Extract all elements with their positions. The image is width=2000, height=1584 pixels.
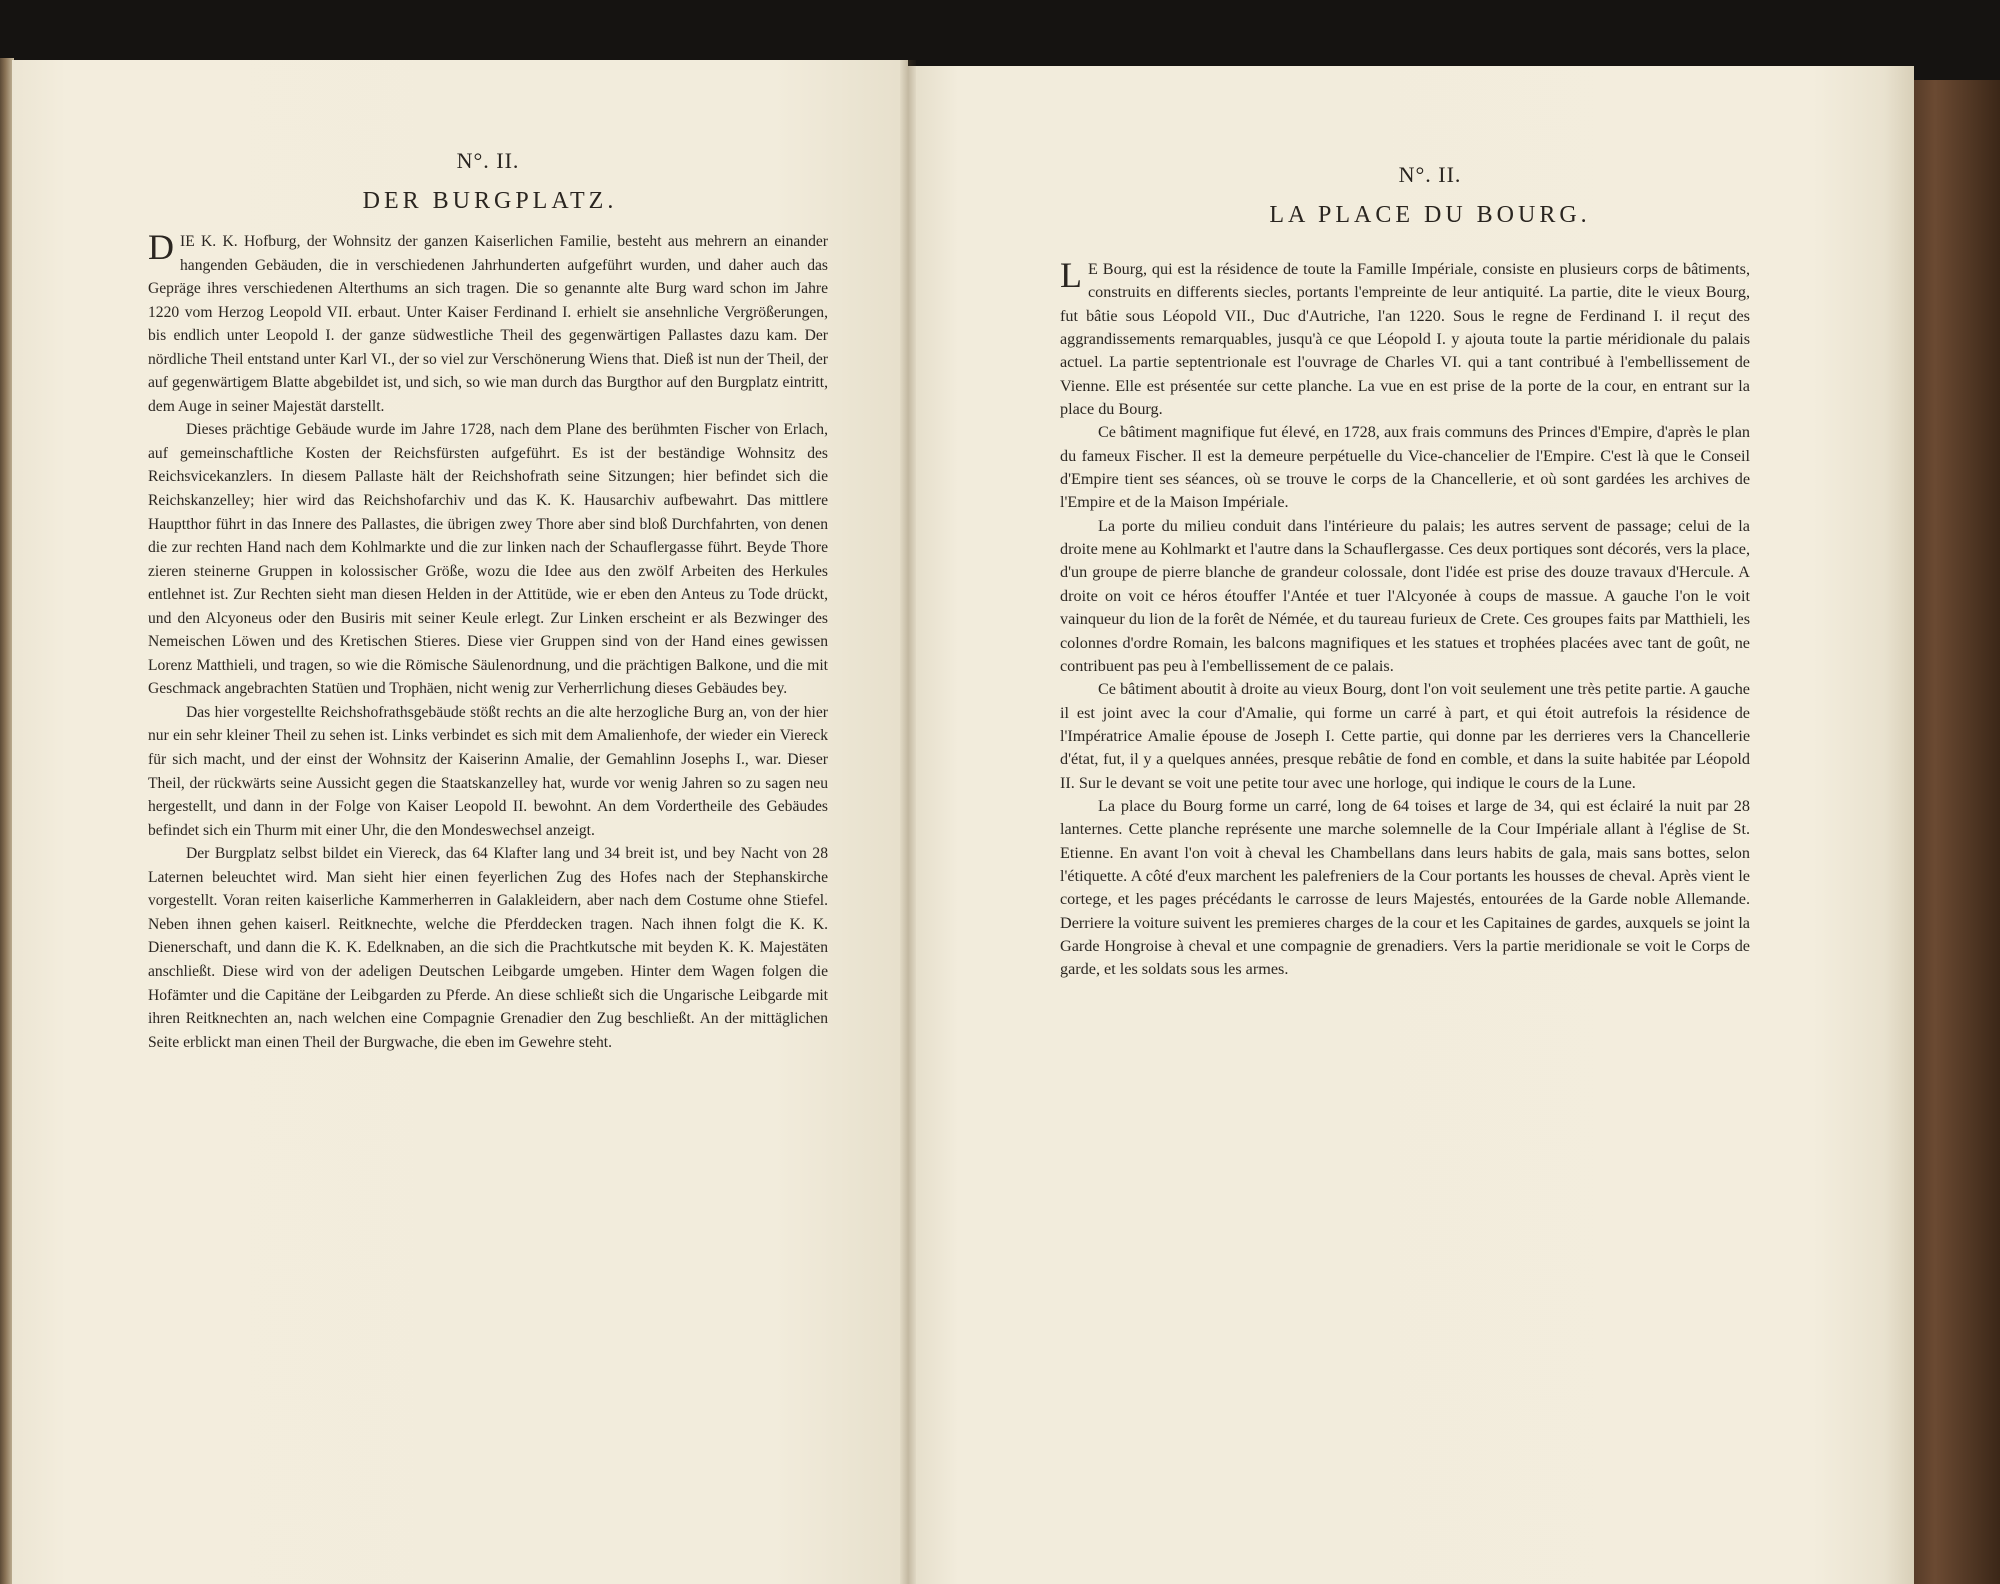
- left-page-number: N°. II.: [456, 148, 520, 173]
- right-paragraph-5: La place du Bourg forme un carré, long de 64 toises et large de 34, qui est éclairé la nuit par 28 lanternes. Cette planche représente une marche solemnelle de la Cour Impériale allant à l'église de St. Etienne. En avant l'on voit à cheval les Chambellans dans leurs habits de gala, mais sans bottes, selon l'étiquette. A côté d'eux marchent les palefreniers de la Cour portants les housses de cheval. Après vient le cortege, et les pages précédants le carrosse de leurs Majestés, entourées de la Garde noble Allemande. Derriere la voiture suivent les premieres charges de la cour et les Capitaines de gardes, auxquels se joint la Garde Hongroise à cheval et une compagnie de grenadiers. Vers la partie meridionale se voit le Corps de garde, et les soldats sous les armes.: [1060, 796, 1750, 979]
- book-gutter: [900, 60, 916, 1584]
- right-paragraph-3: La porte du milieu conduit dans l'intérieure du palais; les autres servent de passage; celui de la droite mene au Kohlmarkt et l'autre dans la Schauflergasse. Ces deux portiques sont décorés, vers la place, d'un groupe de pierre blanche de grandeur colossale, dont l'idée est prise des douze travaux d'Hercule. A droite on voit ce héros étouffer l'Antée et tuer l'Alcyonée à coups de massue. A gauche l'on le voit vainqueur du lion de la forêt de Némée, et du taureau furieux de Crete. Ces groupes faits par Matthieli, les colonnes d'ordre Romain, les balcons magnifiques et les statues et trophées placées avec tant de goût, ne contribuent pas peu à l'embellissement de ce palais.: [1060, 516, 1750, 675]
- left-page-heading: DER BURGPLATZ.: [362, 188, 618, 214]
- right-paragraph-2: Ce bâtiment magnifique fut élevé, en 1728, aux frais communs des Princes d'Empire, d'après le plan du fameux Fischer. Il est la demeure perpétuelle du Vice-chancelier de l'Empire. C'est là que le Conseil d'Empire tient ses séances, où se trouve le corps de la Chancellerie, et où sont gardées les archives de l'Empire et de la Maison Impériale.: [1060, 423, 1750, 512]
- right-paragraph-4: Ce bâtiment aboutit à droite au vieux Bourg, dont l'on voit seulement une très petite partie. A gauche il est joint avec la cour d'Amalie, qui forme un carré à part, et qui étoit autrefois la résidence de l'Impératrice Amalie épouse de Joseph I. Cette partie, qui donne par les derrieres vers la Chancellerie d'état, fut, il y a quelques années, presque rebâtie de fond en comble, et dans la suite habitée par Léopold II. Sur le devant se voit une petite tour avec une horloge, qui indique le cours de la Lune.: [1060, 680, 1750, 792]
- left-paragraph-1: [148, 227, 828, 418]
- left-page-body: [148, 227, 828, 1054]
- right-page-body: [1060, 255, 1750, 982]
- right-paragraph-1: [1060, 255, 1750, 421]
- left-paragraph-3: Das hier vorgestellte Reichshofrathsgebäude stößt rechts an die alte herzogliche Burg an, von der hier nur ein sehr kleiner Theil zu sehen ist. Links verbindet es sich mit dem Amalienhofe, der wieder ein Viereck für sich macht, und der einst der Wohnsitz der Kaiserinn Amalie, der Gemahlinn Josephs I., war. Dieser Theil, der rückwärts seine Aussicht gegen die Staatskanzelley hat, wurde vor wenig Jahren so zu sagen neu hergestellt, und dann in der Folge von Kaiser Leopold II. bewohnt. An dem Vordertheile des Gebäudes befindet sich ein Thurm mit einer Uhr, die den Mondeswechsel anzeigt.: [148, 703, 828, 839]
- left-dropcap: D: [148, 227, 174, 267]
- left-paragraph-2: Dieses prächtige Gebäude wurde im Jahre 1728, nach dem Plane des berühmten Fischer von Erlach, auf gemeinschaftliche Kosten der Reichsfürsten aufgeführt. Es ist der beständige Wohnsitz des Reichsvicekanzlers. In diesem Pallaste hält der Reichshofrath seine Sitzungen; hier befindet sich die Reichskanzelley; hier wird das Reichshofarchiv und das K. K. Hausarchiv aufbewahrt. Das mittlere Hauptthor führt in das Innere des Pallastes, die übrigen zwey Thore aber sind bloß Durchfahrten, von denen die zur rechten Hand nach dem Kohlmarkte und die zur linken nach der Schauflergasse führt. Beyde Thore zieren steinerne Gruppen in kolossischer Größe, wozu die Idee aus den zwölf Arbeiten des Herkules entlehnet ist. Zur Rechten sieht man diesen Helden in der Attitüde, wie er eben den Anteus zu Tode drückt, und den Alcyoneus oder den Busiris mit seiner Keule erlegt. Zur Linken erscheint er als Bezwinger des Nemeischen Löwen und des Kretischen Stieres. Diese vier Gruppen sind von der Hand eines gewissen Lorenz Matthieli, und tragen, so wie die Römische Säulenordnung, und die prächtigen Balkone, und die mit Geschmack angebrachten Statüen und Trophäen, nicht wenig zur Verherrlichung dieses Gebäudes bey.: [148, 421, 828, 698]
- right-page-number: N°. II.: [1398, 162, 1462, 187]
- book-cover-edge: [1900, 80, 2000, 1584]
- right-dropcap: L: [1060, 255, 1082, 295]
- left-paragraph-1-text: IE K. K. Hofburg, der Wohnsitz der ganzen Kaiserlichen Familie, besteht aus mehrern an einander hangenden Gebäuden, die in verschiedenen Jahrhunderten aufgeführt wurden, und daher auch das Gepräge ihres verschiedenen Alterthums an sich tragen. Die so genannte alte Burg ward schon im Jahre 1220 vom Herzog Leopold VII. erbaut. Unter Kaiser Ferdinand I. erhielt sie ansehnliche Vergrößerungen, bis endlich unter Leopold I. der ganze südwestliche Theil des gegenwärtigen Pallastes dazu kam. Der nördliche Theil entstand unter Karl VI., der so viel zur Verschönerung Wiens that. Dieß ist nun der Theil, der auf gegenwärtigem Blatte abgebildet ist, und sich, so wie man durch das Burgthor auf den Burgplatz eintritt, dem Auge in seiner Majestät darstellt.: [148, 233, 828, 415]
- right-page-heading: LA PLACE DU BOURG.: [1269, 202, 1591, 228]
- left-paragraph-4: Der Burgplatz selbst bildet ein Viereck, das 64 Klafter lang und 34 breit ist, und bey Nacht von 28 Laternen beleuchtet wird. Man sieht hier einen feyerlichen Zug des Hofes nach der Stephanskirche vorgestellt. Voran reiten kaiserliche Kammerherren in Galakleidern, aber nach dem Costume ohne Stiefel. Neben ihnen gehen kaiserl. Reitknechte, welche die Pferddecken tragen. Nach ihnen folgt die K. K. Dienerschaft, und dann die K. K. Edelknaben, an die sich die Prachtkutsche mit beyden K. K. Majestäten anschließt. Diese wird von der adeligen Deutschen Leibgarde umgeben. Hinter dem Wagen folgen die Hofämter und die Capitäne der Leibgarden zu Pferde. An diese schließt sich die Ungarische Leibgarde mit ihren Reitknechten an, nach welchen eine Compagnie Grenadier den Zug beschließt. An der mittäglichen Seite erblickt man einen Theil der Burgwache, die eben im Gewehre steht.: [148, 845, 828, 1051]
- right-paragraph-1-text: E Bourg, qui est la résidence de toute la Famille Impériale, consiste en plusieurs corps de bâtiments, construits en differents siecles, portants l'empreinte de leur antiquité. La partie, dite le vieux Bourg, fut bâtie sous Léopold VII., Duc d'Autriche, l'an 1220. Sous le regne de Ferdinand I. il reçut des aggrandissements remarquables, jusqu'à ce que Léopold I. y ajouta toute la partie méridionale du palais actuel. La partie septentrionale est l'ouvrage de Charles VI. qui a tant contribué à l'embellissement de Vienne. Elle est présentée sur cette planche. La vue en est prise de la porte de la cour, en entrant sur la place du Bourg.: [1060, 260, 1750, 419]
